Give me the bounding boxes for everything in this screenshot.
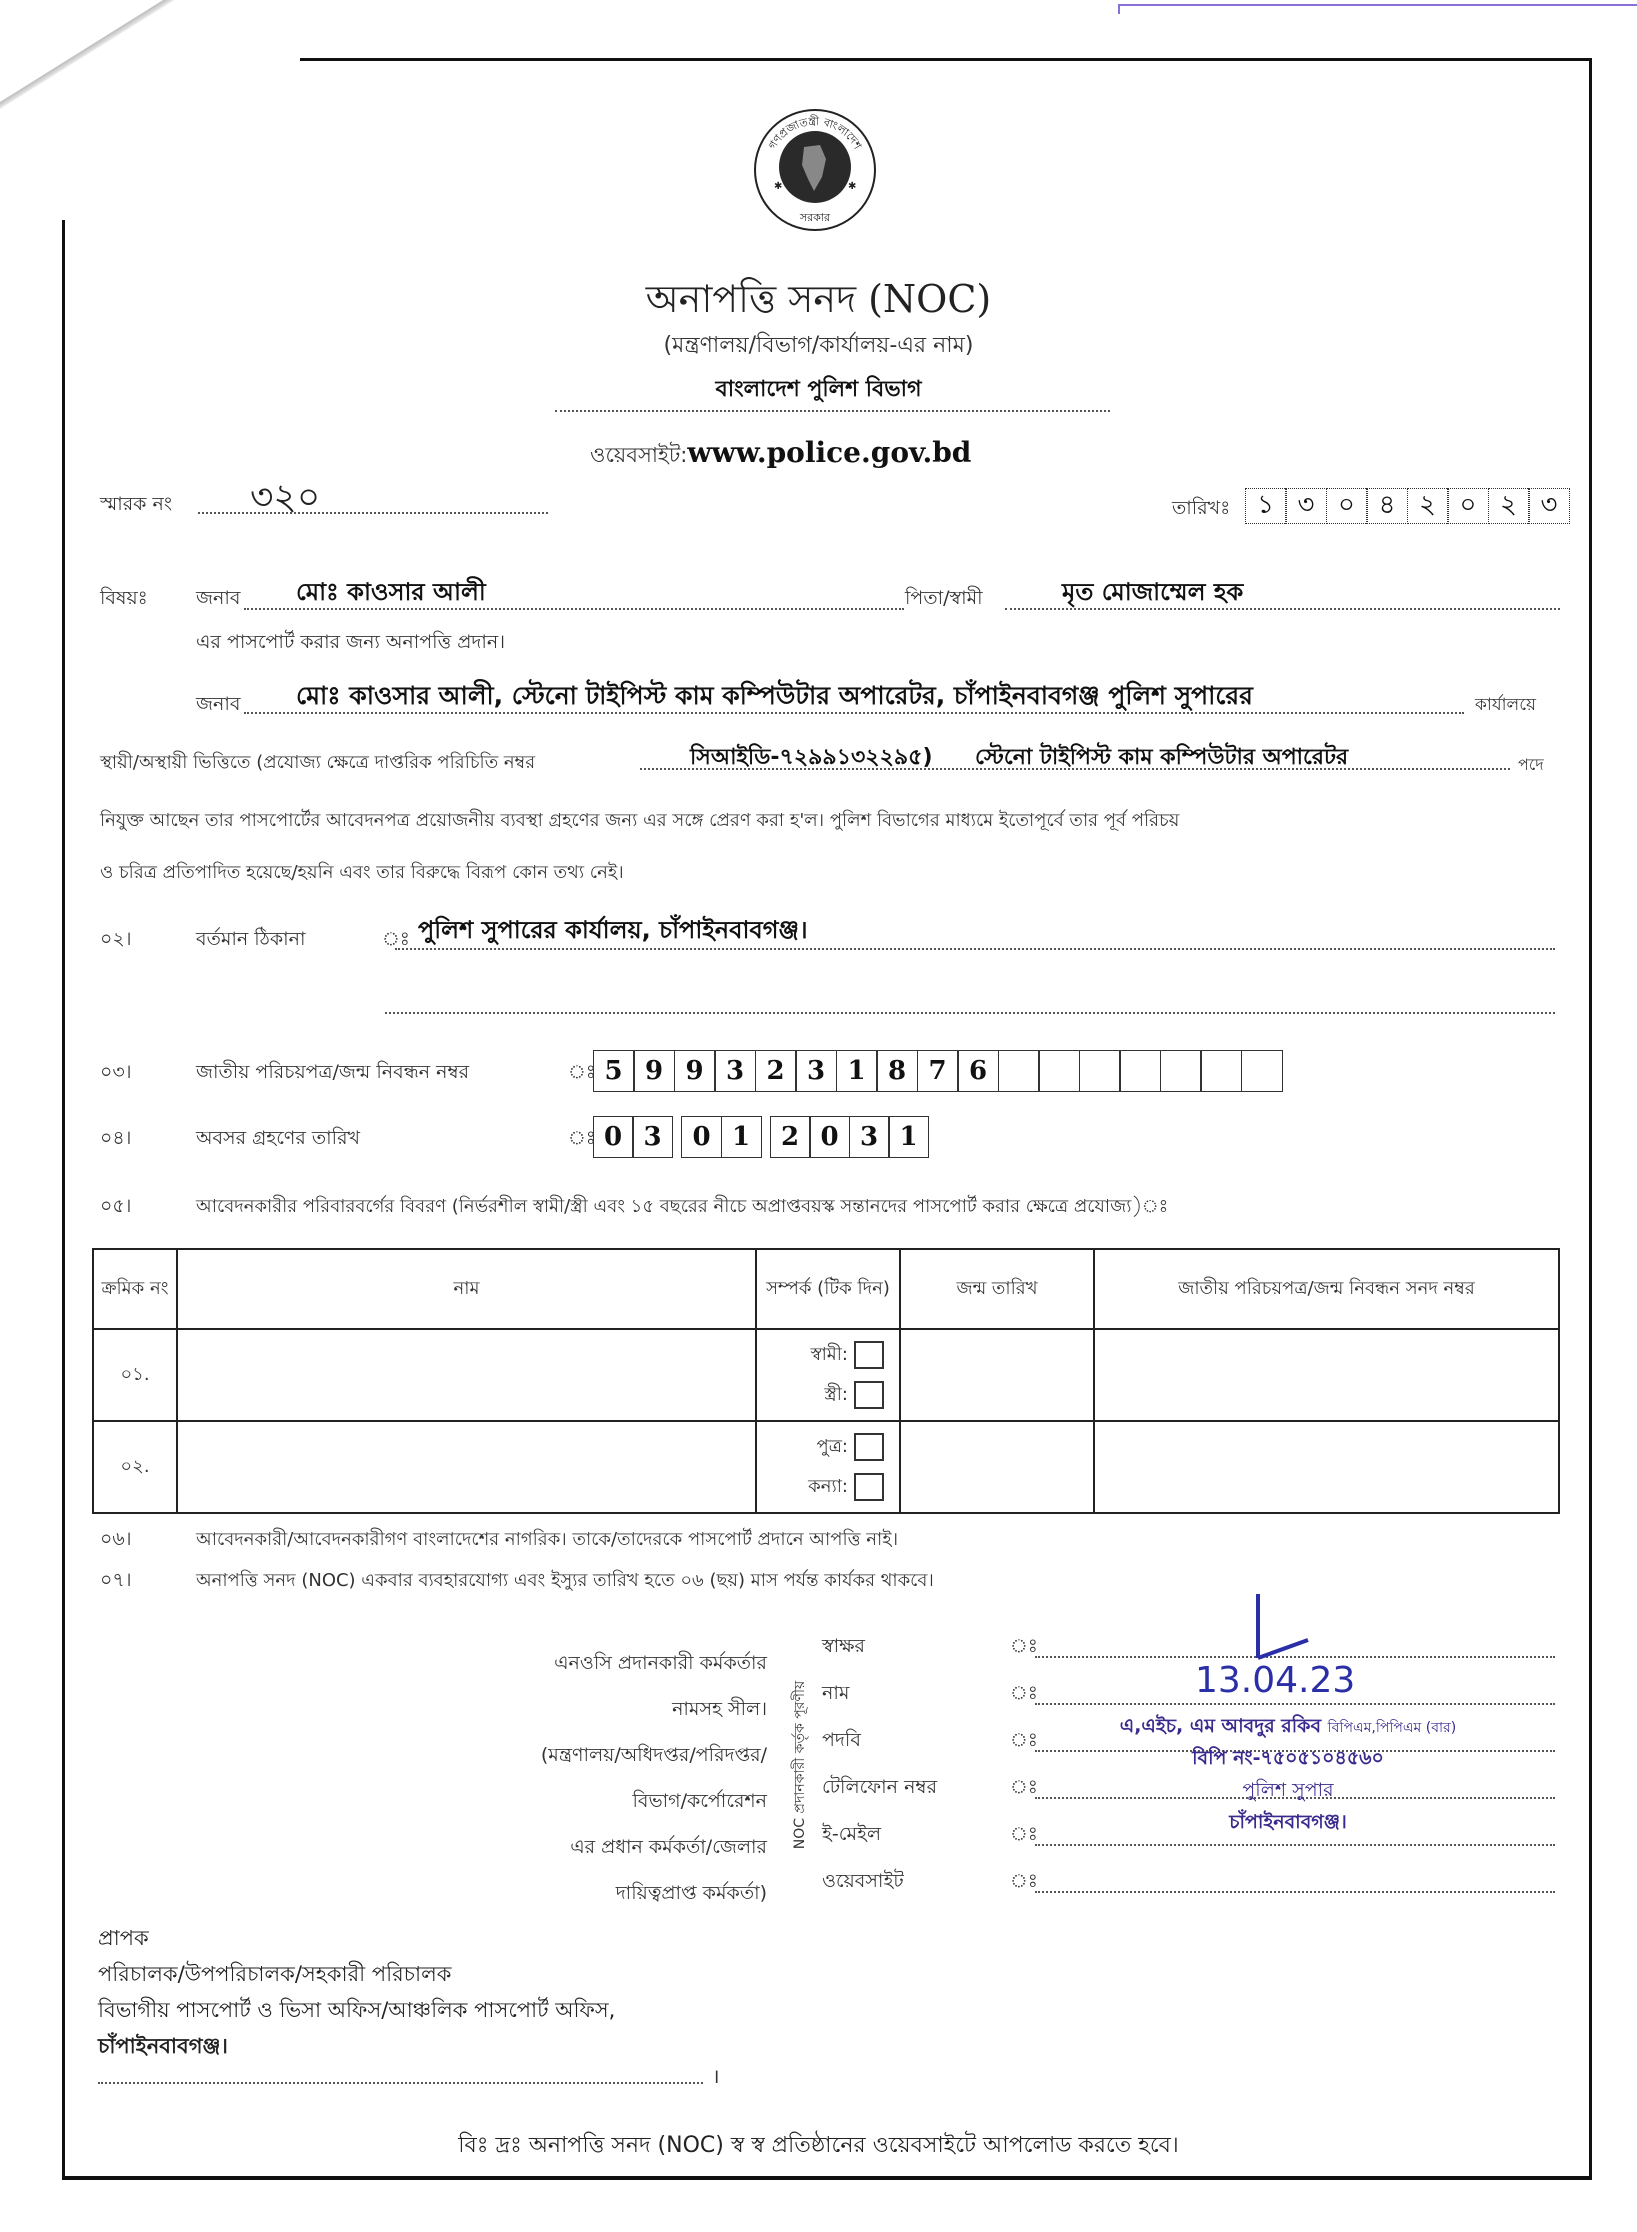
row-name-cell[interactable] — [177, 1329, 756, 1421]
retire-number: ০৪। — [100, 1127, 132, 1149]
family-number: ০৫। — [100, 1195, 132, 1217]
officer-line: এনওসি প্রদানকারী কর্মকর্তার — [554, 1652, 767, 1674]
memo-dotted-line — [198, 512, 548, 514]
row-dob-cell[interactable] — [900, 1329, 1094, 1421]
body-janab-label: জনাব — [196, 693, 241, 715]
memo-label: স্মারক নং — [100, 493, 173, 515]
header-name: নাম — [177, 1249, 756, 1329]
officer-field-label: স্বাক্ষর — [822, 1635, 865, 1657]
digit-box[interactable]: 1 — [888, 1116, 929, 1158]
row-serial: ০১. — [93, 1329, 177, 1421]
digit-box[interactable] — [1160, 1050, 1202, 1092]
digit-box[interactable]: 2 — [770, 1116, 811, 1158]
vertical-label: NOC প্রদানকারী কর্তৃক পূরণীয় — [792, 1680, 808, 1850]
digit-box[interactable]: 0 — [681, 1116, 722, 1158]
department-name: বাংলাদেশ পুলিশ বিভাগ — [715, 377, 922, 402]
officer-field-colon: ঃ — [1010, 1823, 1038, 1845]
retire-date-boxes[interactable] — [594, 1116, 929, 1158]
father-label: পিতা/স্বামী — [905, 587, 983, 609]
digit-box[interactable]: ০ — [1326, 488, 1368, 524]
signature-date: 13.04.23 — [1195, 1660, 1356, 1701]
officer-line: (মন্ত্রণালয়/অধিদপ্তর/পরিদপ্তর/ — [540, 1744, 767, 1766]
digit-box[interactable]: 2 — [755, 1050, 797, 1092]
digit-box[interactable]: ২ — [1407, 488, 1449, 524]
digit-box[interactable]: 3 — [632, 1116, 673, 1158]
nid-label: জাতীয় পরিচয়পত্র/জন্ম নিবন্ধন নম্বর — [196, 1061, 470, 1083]
designation-dotted-line — [244, 712, 1464, 714]
seal-text-top: গণপ্রজাতন্ত্রী বাংলাদেশ — [765, 114, 865, 152]
website-label: ওয়েবসাইট: — [590, 443, 688, 467]
officer-field-label: টেলিফোন নম্বর — [822, 1776, 938, 1798]
son-checkbox[interactable] — [854, 1433, 884, 1461]
department-dotted-line — [555, 410, 1110, 412]
officer-instruction — [541, 1640, 767, 1916]
digit-box[interactable]: 1 — [836, 1050, 878, 1092]
designation-value[interactable]: মোঃ কাওসার আলী, স্টেনো টাইপিস্ট কাম কম্পিউটার অপারেটর, চাঁপাইনবাবগঞ্জ পুলিশ সুপারের — [296, 681, 1253, 710]
stamp-bp: বিপি নং-৭৫০৫১০৪৫৬০ — [1192, 1747, 1384, 1769]
post-value[interactable]: স্টেনো টাইপিস্ট কাম কম্পিউটার অপারেটর — [975, 745, 1349, 770]
row-dob-cell[interactable] — [900, 1421, 1094, 1513]
officer-field-label: ই-মেইল — [822, 1823, 882, 1845]
post-dotted-line — [640, 768, 1510, 770]
digit-box[interactable]: 8 — [876, 1050, 918, 1092]
header-relation: সম্পর্ক (টিক দিন) — [756, 1249, 900, 1329]
father-name[interactable]: মৃত মোজাম্মেল হক — [1062, 578, 1244, 606]
applicant-name[interactable]: মোঃ কাওসার আলী — [296, 578, 486, 606]
svg-text:✱: ✱ — [774, 181, 783, 192]
officer-field-colon: ঃ — [1010, 1870, 1038, 1892]
officer-field-label: নাম — [822, 1682, 850, 1704]
officer-line: নামসহ সীল। — [672, 1698, 767, 1720]
svg-text:✱: ✱ — [848, 181, 857, 192]
nid-number: ০৩। — [100, 1061, 132, 1083]
digit-box[interactable]: ৩ — [1528, 488, 1570, 524]
digit-box[interactable]: 0 — [809, 1116, 850, 1158]
digit-box[interactable]: 0 — [593, 1116, 634, 1158]
body-line-3: নিযুক্ত আছেন তার পাসপোর্টের আবেদনপত্র প্রয়োজনীয় ব্যবস্থা গ্রহণের জন্য এর সঙ্গে প্রেরণ করা হ'ল। পুলিশ বিভাগের মাধ্যমে ইতোপূর্বে তার পূর্ব পরিচয় — [100, 810, 1180, 831]
table-row — [93, 1329, 1559, 1421]
website-link[interactable]: www.police.gov.bd — [687, 436, 972, 469]
digit-box[interactable] — [1200, 1050, 1242, 1092]
digit-box[interactable]: 9 — [633, 1050, 675, 1092]
relation-wife-label: স্ত্রী: — [824, 1383, 848, 1405]
digit-box[interactable] — [998, 1050, 1040, 1092]
row-nid-cell[interactable] — [1094, 1329, 1559, 1421]
nid-colon: ঃ — [568, 1061, 596, 1083]
row-serial: ০২. — [93, 1421, 177, 1513]
wife-checkbox[interactable] — [854, 1381, 884, 1409]
officer-line: বিভাগ/কর্পোরেশন — [632, 1790, 767, 1812]
family-label: আবেদনকারীর পরিবারবর্গের বিবরণ (নির্ভরশীল স্বামী/স্ত্রী এবং ১৫ বছরের নীচে অপ্রাপ্তবয়স্ক সন্তানদের পাসপোর্ট করার ক্ষেত্রে প্রযোজ্য)ঃ — [196, 1196, 1169, 1217]
memo-value[interactable]: ৩২০ — [250, 477, 321, 518]
official-id-value[interactable]: সিআইডি-৭২৯৯১৩২২৯৫) — [690, 745, 933, 770]
seal-text-bottom: সরকার — [799, 211, 831, 224]
digit-box[interactable]: 5 — [593, 1050, 635, 1092]
row-name-cell[interactable] — [177, 1421, 756, 1513]
date-label: তারিখঃ — [1172, 497, 1231, 519]
nid-boxes[interactable] — [594, 1050, 1283, 1092]
address-number: ০২। — [100, 928, 132, 950]
digit-box[interactable]: 3 — [849, 1116, 890, 1158]
header-nid: জাতীয় পরিচয়পত্র/জন্ম নিবন্ধন সনদ নম্বর — [1094, 1249, 1559, 1329]
digit-box[interactable]: 9 — [674, 1050, 716, 1092]
note-7-text: অনাপত্তি সনদ (NOC) একবার ব্যবহারযোগ্য এবং ইস্যুর তারিখ হতে ০৬ (ছয়) মাস পর্যন্ত কার্যকর থাকবে। — [196, 1570, 934, 1591]
stamp-post: পুলিশ সুপার — [1242, 1779, 1334, 1801]
government-seal-icon — [752, 107, 878, 233]
page-title: অনাপত্তি সনদ (NOC) — [645, 277, 992, 321]
date-boxes[interactable] — [1246, 488, 1570, 524]
note-6-number: ০৬। — [100, 1528, 132, 1550]
post-suffix: পদে — [1518, 755, 1544, 774]
recipient-end-mark: । — [712, 2064, 720, 2088]
header-dob: জন্ম তারিখ — [900, 1249, 1094, 1329]
husband-checkbox[interactable] — [854, 1341, 884, 1369]
office-suffix: কার্যালয়ে — [1475, 695, 1537, 715]
digit-box[interactable]: 3 — [714, 1050, 756, 1092]
header-serial: ক্রমিক নং — [93, 1249, 177, 1329]
digit-box[interactable]: 6 — [957, 1050, 999, 1092]
officer-field-label: পদবি — [822, 1729, 861, 1751]
officer-field-colon: ঃ — [1010, 1776, 1038, 1798]
retire-label: অবসর গ্রহণের তারিখ — [196, 1127, 361, 1149]
body-line-2-prefix: স্থায়ী/অস্থায়ী ভিত্তিতে (প্রযোজ্য ক্ষেত্রে দাপ্তরিক পরিচিতি নম্বর — [100, 752, 536, 773]
digit-box[interactable]: 3 — [795, 1050, 837, 1092]
folded-corner — [0, 0, 300, 220]
recipient-line-2: বিভাগীয় পাসপোর্ট ও ভিসা অফিস/আঞ্চলিক পাসপোর্ট অফিস, — [98, 1998, 616, 2022]
address-value[interactable]: পুলিশ সুপারের কার্যালয়, চাঁপাইনবাবগঞ্জ। — [418, 916, 808, 944]
note-7-number: ০৭। — [100, 1569, 132, 1591]
address-label: বর্তমান ঠিকানা — [196, 928, 306, 950]
digit-box[interactable]: ৩ — [1285, 488, 1327, 524]
relation-daughter-label: কন্যা: — [808, 1475, 848, 1497]
digit-box[interactable] — [1119, 1050, 1161, 1092]
row-relation-cell — [756, 1329, 900, 1421]
recipient-block — [98, 1920, 615, 2064]
table-row — [93, 1421, 1559, 1513]
relation-son-label: পুত্র: — [816, 1435, 848, 1457]
top-edge-mark — [1118, 4, 1637, 14]
recipient-label: প্রাপক — [98, 1926, 149, 1950]
officer-field-colon: ঃ — [1010, 1635, 1038, 1657]
subject-label: বিষয়ঃ — [100, 587, 148, 609]
recipient-dotted-line — [98, 2082, 703, 2084]
digit-box[interactable] — [1079, 1050, 1121, 1092]
address-dotted-line-1 — [395, 948, 1555, 950]
note-6-text: আবেদনকারী/আবেদনকারীগণ বাংলাদেশের নাগরিক। তাকে/তাদেরকে পাসপোর্ট প্রদানে আপত্তি নাই। — [196, 1529, 899, 1550]
officer-line: দায়িত্বপ্রাপ্ত কর্মকর্তা) — [615, 1882, 767, 1904]
stamp-district: চাঁপাইনবাবগঞ্জ। — [1229, 1811, 1347, 1833]
officer-field-colon: ঃ — [1010, 1682, 1038, 1704]
family-table — [92, 1248, 1560, 1514]
address-colon: ঃ — [382, 928, 410, 950]
officer-field-input[interactable] — [1035, 1891, 1555, 1893]
row-nid-cell[interactable] — [1094, 1421, 1559, 1513]
digit-box[interactable] — [1038, 1050, 1080, 1092]
relation-husband-label: স্বামী: — [810, 1343, 848, 1365]
digit-box[interactable]: ০ — [1447, 488, 1489, 524]
row-relation-cell — [756, 1421, 900, 1513]
digit-box[interactable]: ১ — [1245, 488, 1287, 524]
address-dotted-line-2 — [385, 1012, 1555, 1014]
officer-field-colon: ঃ — [1010, 1729, 1038, 1751]
digit-box[interactable]: ৪ — [1366, 488, 1408, 524]
digit-box[interactable]: ২ — [1488, 488, 1530, 524]
subject-janab-label: জনাব — [196, 587, 241, 609]
name-dotted-line — [244, 608, 904, 610]
recipient-line-3: চাঁপাইনবাবগঞ্জ। — [98, 2034, 228, 2058]
website-line — [590, 436, 971, 474]
father-dotted-line — [1005, 608, 1560, 610]
stamp-name: এ,এইচ, এম আবদুর রকিব — [1119, 1715, 1322, 1737]
retire-colon: ঃ — [568, 1127, 596, 1149]
daughter-checkbox[interactable] — [854, 1473, 884, 1501]
recipient-line-1: পরিচালক/উপপরিচালক/সহকারী পরিচালক — [98, 1962, 452, 1986]
stamp-title-suffix: বিপিএম,পিপিএম (বার) — [1327, 1720, 1457, 1736]
digit-box[interactable]: 7 — [917, 1050, 959, 1092]
page-subtitle: (মন্ত্রণালয়/বিভাগ/কার্যালয়-এর নাম) — [663, 333, 974, 358]
officer-field-label: ওয়েবসাইট — [822, 1870, 904, 1892]
officer-line: এর প্রধান কর্মকর্তা/জেলার — [570, 1836, 767, 1858]
officer-stamp — [1088, 1712, 1488, 1840]
footer-note: বিঃ দ্রঃ অনাপত্তি সনদ (NOC) স্ব স্ব প্রতিষ্ঠানের ওয়েবসাইটে আপলোড করতে হবে। — [458, 2133, 1179, 2158]
digit-box[interactable]: 1 — [721, 1116, 762, 1158]
body-line-4: ও চরিত্র প্রতিপাদিত হয়েছে/হয়নি এবং তার বিরুদ্ধে বিরূপ কোন তথ্য নেই। — [100, 862, 624, 883]
digit-box[interactable] — [1241, 1050, 1283, 1092]
officer-field-input[interactable] — [1035, 1703, 1555, 1705]
subject-line-2: এর পাসপোর্ট করার জন্য অনাপত্তি প্রদান। — [196, 631, 506, 653]
officer-field-input[interactable] — [1035, 1844, 1555, 1846]
